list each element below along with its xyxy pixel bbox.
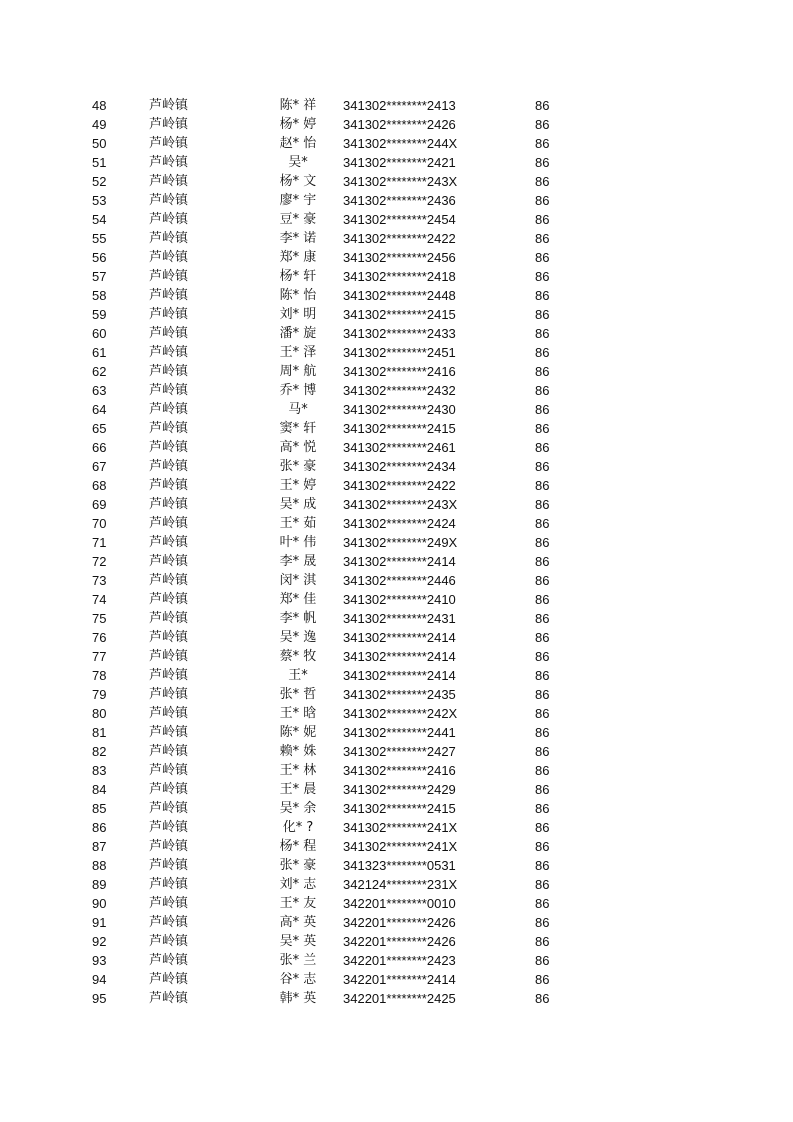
person-name: 蔡* 牧 [279,649,317,664]
table-row [92,419,562,438]
row-number: 77 [92,649,107,664]
score-value: 86 [535,592,550,607]
id-number: 341302********2451 [343,345,456,360]
id-number: 341302********2461 [343,440,456,455]
person-name: 杨* 轩 [279,269,317,284]
id-number: 341302********241X [343,839,458,854]
id-number: 341302********2424 [343,516,456,531]
town-name: 芦岭镇 [149,877,189,892]
row-number: 60 [92,326,107,341]
town-name: 芦岭镇 [149,535,189,550]
row-number: 89 [92,877,107,892]
table-row [92,685,562,704]
id-number: 341302********2435 [343,687,456,702]
score-value: 86 [535,516,550,531]
table-row [92,628,562,647]
table-row [92,172,562,191]
id-number: 341302********2415 [343,801,456,816]
row-number: 75 [92,611,107,626]
row-number: 80 [92,706,107,721]
score-value: 86 [535,649,550,664]
person-name: 窦* 轩 [279,421,317,436]
person-name: 王* 泽 [279,345,317,360]
town-name: 芦岭镇 [149,953,189,968]
roster-table-body [92,96,562,1008]
id-number: 341302********2426 [343,117,456,132]
id-number: 341302********249X [343,535,458,550]
person-name: 吴* 英 [279,934,317,949]
table-row [92,248,562,267]
score-value: 86 [535,155,550,170]
id-number: 341302********2422 [343,231,456,246]
id-number: 341302********2441 [343,725,456,740]
table-row [92,856,562,875]
town-name: 芦岭镇 [149,725,189,740]
score-value: 86 [535,991,550,1006]
table-row [92,438,562,457]
row-number: 68 [92,478,107,493]
row-number: 82 [92,744,107,759]
town-name: 芦岭镇 [149,915,189,930]
person-name: 刘* 明 [279,307,317,322]
person-name: 刘* 志 [279,877,317,892]
row-number: 95 [92,991,107,1006]
row-number: 70 [92,516,107,531]
town-name: 芦岭镇 [149,383,189,398]
row-number: 51 [92,155,107,170]
person-name: 王* 友 [279,896,317,911]
town-name: 芦岭镇 [149,516,189,531]
score-value: 86 [535,212,550,227]
table-row [92,514,562,533]
town-name: 芦岭镇 [149,744,189,759]
table-row [92,286,562,305]
row-number: 50 [92,136,107,151]
row-number: 54 [92,212,107,227]
row-number: 72 [92,554,107,569]
person-name: 王* [288,668,308,683]
id-number: 341302********2414 [343,630,456,645]
table-row [92,761,562,780]
id-number: 342201********2423 [343,953,456,968]
table-row [92,913,562,932]
score-value: 86 [535,269,550,284]
town-name: 芦岭镇 [149,592,189,607]
table-row [92,723,562,742]
row-number: 83 [92,763,107,778]
row-number: 81 [92,725,107,740]
row-number: 90 [92,896,107,911]
table-row [92,552,562,571]
person-name: 谷* 志 [279,972,317,987]
roster-table [92,96,562,1008]
person-name: 李* 晟 [279,554,317,569]
id-number: 341302********2432 [343,383,456,398]
score-value: 86 [535,839,550,854]
town-name: 芦岭镇 [149,991,189,1006]
row-number: 57 [92,269,107,284]
score-value: 86 [535,858,550,873]
score-value: 86 [535,364,550,379]
row-number: 64 [92,402,107,417]
score-value: 86 [535,383,550,398]
score-value: 86 [535,630,550,645]
town-name: 芦岭镇 [149,839,189,854]
town-name: 芦岭镇 [149,117,189,132]
table-row [92,457,562,476]
id-number: 341302********2434 [343,459,456,474]
person-name: 杨* 程 [279,839,317,854]
id-number: 341323********0531 [343,858,456,873]
row-number: 53 [92,193,107,208]
town-name: 芦岭镇 [149,706,189,721]
id-number: 342201********2414 [343,972,456,987]
score-value: 86 [535,136,550,151]
score-value: 86 [535,573,550,588]
town-name: 芦岭镇 [149,212,189,227]
town-name: 芦岭镇 [149,972,189,987]
score-value: 86 [535,915,550,930]
row-number: 67 [92,459,107,474]
person-name: 乔* 博 [279,383,317,398]
town-name: 芦岭镇 [149,193,189,208]
table-row [92,96,562,115]
town-name: 芦岭镇 [149,668,189,683]
row-number: 71 [92,535,107,550]
person-name: 李* 帆 [279,611,317,626]
person-name: 陈* 祥 [279,98,317,113]
table-row [92,476,562,495]
person-name: 郑* 佳 [279,592,317,607]
id-number: 341302********243X [343,174,458,189]
id-number: 341302********2431 [343,611,456,626]
row-number: 85 [92,801,107,816]
score-value: 86 [535,972,550,987]
town-name: 芦岭镇 [149,231,189,246]
id-number: 342124********231X [343,877,458,892]
person-name: 张* 哲 [279,687,317,702]
town-name: 芦岭镇 [149,782,189,797]
score-value: 86 [535,402,550,417]
id-number: 341302********2414 [343,649,456,664]
town-name: 芦岭镇 [149,478,189,493]
id-number: 341302********2416 [343,763,456,778]
score-value: 86 [535,535,550,550]
town-name: 芦岭镇 [149,649,189,664]
table-row [92,970,562,989]
table-row [92,704,562,723]
table-row [92,153,562,172]
town-name: 芦岭镇 [149,896,189,911]
table-row [92,609,562,628]
town-name: 芦岭镇 [149,421,189,436]
town-name: 芦岭镇 [149,288,189,303]
id-number: 342201********2426 [343,915,456,930]
town-name: 芦岭镇 [149,763,189,778]
table-row [92,400,562,419]
person-name: 陈* 怡 [279,288,317,303]
table-row [92,324,562,343]
id-number: 342201********2425 [343,991,456,1006]
town-name: 芦岭镇 [149,611,189,626]
person-name: 王* 林 [279,763,317,778]
score-value: 86 [535,174,550,189]
score-value: 86 [535,288,550,303]
id-number: 341302********2415 [343,421,456,436]
table-row [92,932,562,951]
person-name: 李* 诺 [279,231,317,246]
table-row [92,495,562,514]
id-number: 341302********2430 [343,402,456,417]
row-number: 63 [92,383,107,398]
person-name: 陈* 妮 [279,725,317,740]
person-name: 廖* 宇 [279,193,317,208]
score-value: 86 [535,326,550,341]
row-number: 79 [92,687,107,702]
row-number: 76 [92,630,107,645]
row-number: 88 [92,858,107,873]
score-value: 86 [535,345,550,360]
id-number: 341302********2448 [343,288,456,303]
score-value: 86 [535,554,550,569]
person-name: 吴* 余 [279,801,317,816]
row-number: 55 [92,231,107,246]
town-name: 芦岭镇 [149,554,189,569]
row-number: 91 [92,915,107,930]
town-name: 芦岭镇 [149,250,189,265]
row-number: 73 [92,573,107,588]
row-number: 59 [92,307,107,322]
person-name: 王* 茹 [279,516,317,531]
person-name: 潘* 旋 [279,326,317,341]
table-row [92,115,562,134]
score-value: 86 [535,193,550,208]
town-name: 芦岭镇 [149,307,189,322]
score-value: 86 [535,934,550,949]
table-row [92,267,562,286]
id-number: 342201********0010 [343,896,456,911]
table-row [92,191,562,210]
person-name: 郑* 康 [279,250,317,265]
score-value: 86 [535,801,550,816]
table-row [92,362,562,381]
person-name: 韩* 英 [279,991,317,1006]
score-value: 86 [535,459,550,474]
person-name: 吴* [288,155,308,170]
table-row [92,571,562,590]
id-number: 341302********2421 [343,155,456,170]
id-number: 341302********2446 [343,573,456,588]
table-row [92,894,562,913]
score-value: 86 [535,896,550,911]
row-number: 86 [92,820,107,835]
table-row [92,343,562,362]
row-number: 48 [92,98,107,113]
person-name: 张* 兰 [279,953,317,968]
person-name: 王* 婷 [279,478,317,493]
person-name: 吴* 成 [279,497,317,512]
table-row [92,590,562,609]
score-value: 86 [535,307,550,322]
table-row [92,742,562,761]
person-name: 张* 豪 [279,858,317,873]
table-row [92,210,562,229]
score-value: 86 [535,687,550,702]
person-name: 王* 晨 [279,782,317,797]
town-name: 芦岭镇 [149,440,189,455]
score-value: 86 [535,820,550,835]
id-number: 341302********2427 [343,744,456,759]
row-number: 56 [92,250,107,265]
score-value: 86 [535,668,550,683]
score-value: 86 [535,782,550,797]
town-name: 芦岭镇 [149,269,189,284]
person-name: 赵* 怡 [279,136,317,151]
score-value: 86 [535,706,550,721]
town-name: 芦岭镇 [149,497,189,512]
score-value: 86 [535,117,550,132]
table-row [92,134,562,153]
row-number: 65 [92,421,107,436]
person-name: 杨* 文 [279,174,317,189]
table-row [92,533,562,552]
person-name: 马* [288,402,308,417]
person-name: 叶* 伟 [279,535,317,550]
row-number: 69 [92,497,107,512]
score-value: 86 [535,440,550,455]
row-number: 93 [92,953,107,968]
row-number: 94 [92,972,107,987]
id-number: 341302********2416 [343,364,456,379]
table-row [92,875,562,894]
row-number: 66 [92,440,107,455]
id-number: 341302********2418 [343,269,456,284]
id-number: 341302********2436 [343,193,456,208]
id-number: 341302********2433 [343,326,456,341]
table-row [92,666,562,685]
town-name: 芦岭镇 [149,364,189,379]
id-number: 341302********2454 [343,212,456,227]
town-name: 芦岭镇 [149,459,189,474]
score-value: 86 [535,725,550,740]
id-number: 341302********243X [343,497,458,512]
score-value: 86 [535,478,550,493]
person-name: 周* 航 [279,364,317,379]
row-number: 58 [92,288,107,303]
town-name: 芦岭镇 [149,820,189,835]
town-name: 芦岭镇 [149,858,189,873]
row-number: 92 [92,934,107,949]
score-value: 86 [535,98,550,113]
score-value: 86 [535,877,550,892]
table-row [92,305,562,324]
id-number: 341302********2429 [343,782,456,797]
id-number: 341302********242X [343,706,458,721]
score-value: 86 [535,421,550,436]
row-number: 78 [92,668,107,683]
town-name: 芦岭镇 [149,801,189,816]
id-number: 341302********241X [343,820,458,835]
person-name: 王* 晗 [279,706,317,721]
person-name: 闵* 淇 [279,573,317,588]
town-name: 芦岭镇 [149,687,189,702]
id-number: 341302********2414 [343,668,456,683]
table-row [92,837,562,856]
row-number: 87 [92,839,107,854]
score-value: 86 [535,763,550,778]
table-row [92,989,562,1008]
table-row [92,951,562,970]
row-number: 84 [92,782,107,797]
row-number: 61 [92,345,107,360]
row-number: 52 [92,174,107,189]
town-name: 芦岭镇 [149,174,189,189]
score-value: 86 [535,611,550,626]
person-name: 张* 豪 [279,459,317,474]
table-row [92,229,562,248]
score-value: 86 [535,250,550,265]
id-number: 341302********2414 [343,554,456,569]
id-number: 342201********2426 [343,934,456,949]
table-row [92,381,562,400]
row-number: 49 [92,117,107,132]
id-number: 341302********2413 [343,98,456,113]
person-name: 赖* 姝 [279,744,317,759]
town-name: 芦岭镇 [149,934,189,949]
id-number: 341302********2415 [343,307,456,322]
score-value: 86 [535,953,550,968]
person-name: 吴* 逸 [279,630,317,645]
id-number: 341302********2456 [343,250,456,265]
id-number: 341302********244X [343,136,458,151]
id-number: 341302********2410 [343,592,456,607]
score-value: 86 [535,744,550,759]
table-row [92,780,562,799]
town-name: 芦岭镇 [149,345,189,360]
person-name: 高* 悦 [279,440,317,455]
town-name: 芦岭镇 [149,136,189,151]
row-number: 74 [92,592,107,607]
table-row [92,818,562,837]
score-value: 86 [535,231,550,246]
person-name: 化* ? [282,820,314,835]
town-name: 芦岭镇 [149,155,189,170]
town-name: 芦岭镇 [149,98,189,113]
person-name: 杨* 婷 [279,117,317,132]
score-value: 86 [535,497,550,512]
id-number: 341302********2422 [343,478,456,493]
town-name: 芦岭镇 [149,630,189,645]
person-name: 豆* 豪 [279,212,317,227]
table-row [92,647,562,666]
town-name: 芦岭镇 [149,573,189,588]
table-row [92,799,562,818]
person-name: 高* 英 [279,915,317,930]
town-name: 芦岭镇 [149,402,189,417]
row-number: 62 [92,364,107,379]
town-name: 芦岭镇 [149,326,189,341]
